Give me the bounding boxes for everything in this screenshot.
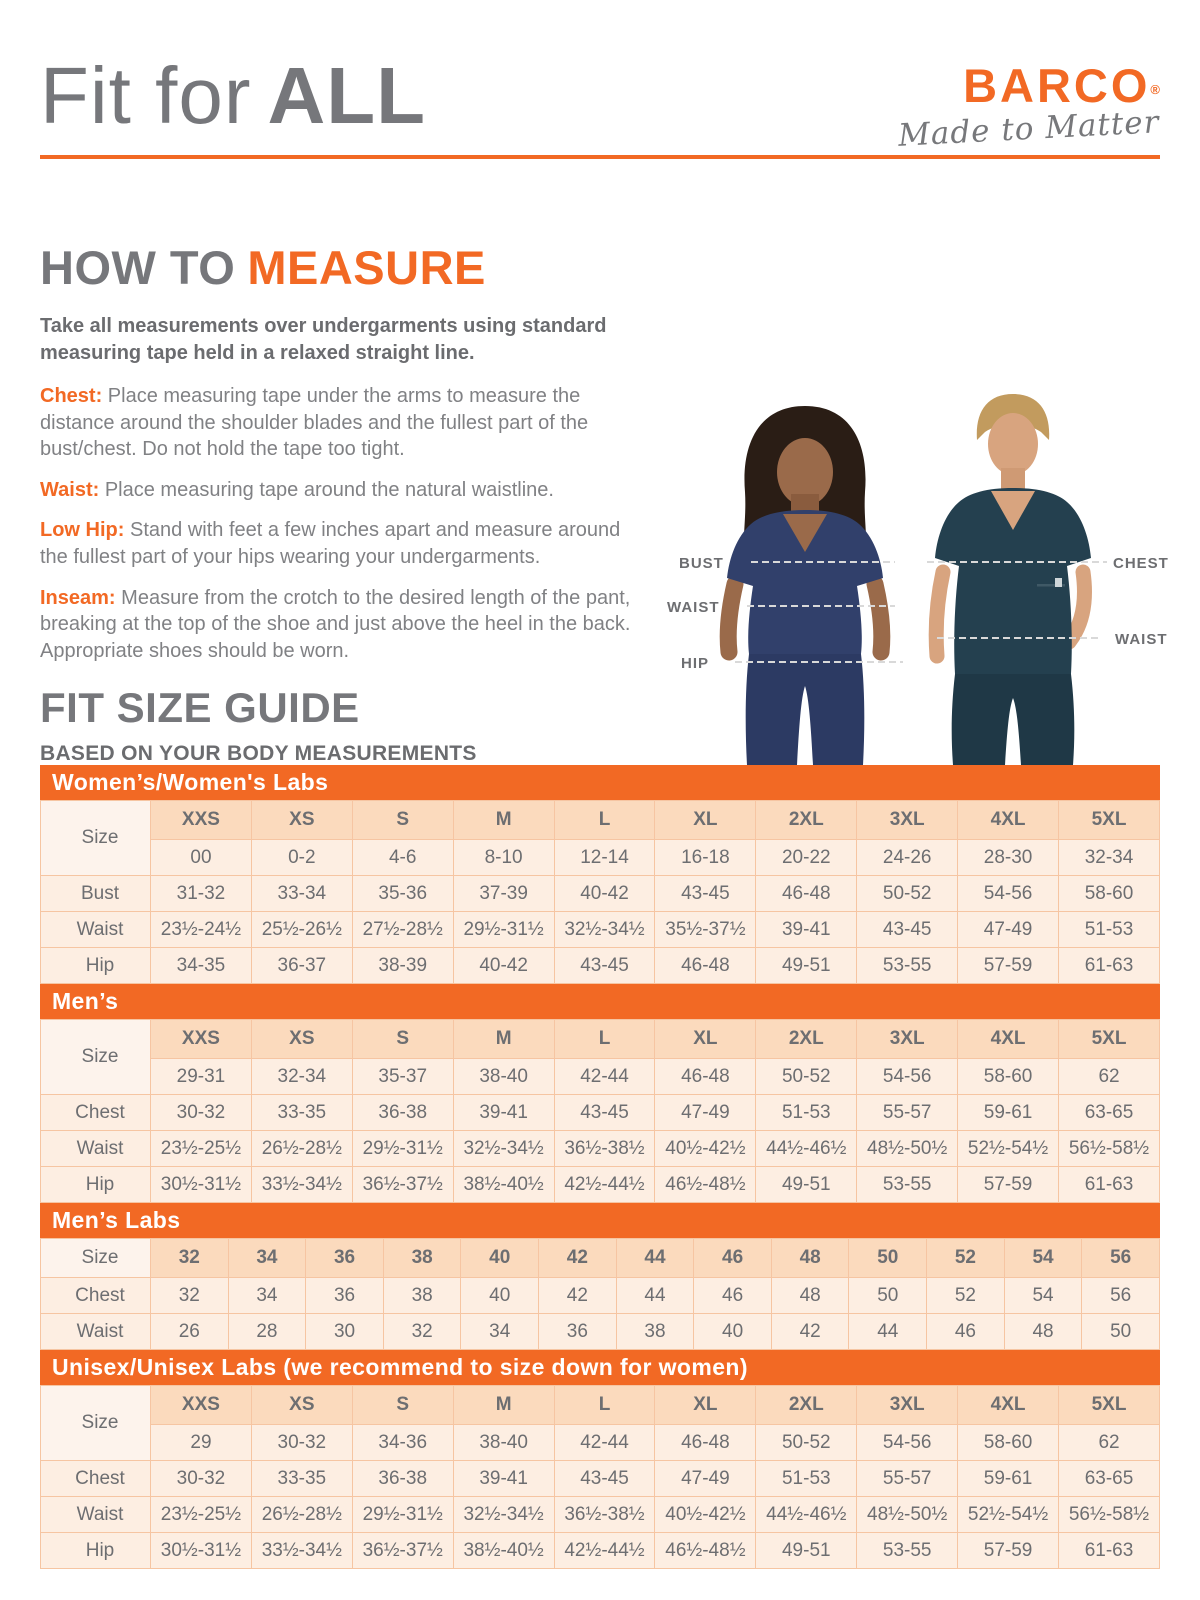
table-cell: 29½-31½ [352, 1131, 453, 1167]
table-cell: 34 [228, 1278, 306, 1314]
table-cell: 28-30 [958, 840, 1059, 876]
table-cell: 24-26 [857, 840, 958, 876]
table-cell: 46-48 [756, 876, 857, 912]
man-pocket-tag [1055, 578, 1062, 587]
table-cell: 42½-44½ [554, 1533, 655, 1569]
hip-label: HIP [681, 655, 710, 672]
table-cell: 35-36 [352, 876, 453, 912]
table-cell: 51-53 [756, 1095, 857, 1131]
brand-logo-wordmark: BARCO® [963, 59, 1160, 112]
size-column-header: 5XL [1059, 801, 1160, 840]
table-cell: 30-32 [151, 1461, 252, 1497]
size-column-header: XL [655, 1020, 756, 1059]
size-column-header: 36 [306, 1239, 384, 1278]
woman-left-arm [728, 584, 735, 652]
table-cell: 50 [1082, 1314, 1160, 1350]
table-cell: 47-49 [655, 1095, 756, 1131]
table-cell: 42-44 [554, 1425, 655, 1461]
table-cell: 36-37 [251, 948, 352, 984]
table-cell: 54-56 [857, 1425, 958, 1461]
size-table-mens-labs [40, 1203, 1160, 1350]
table-cell: 44 [616, 1278, 694, 1314]
size-row-label: Size [41, 1020, 151, 1095]
table-cell: 26½-28½ [251, 1131, 352, 1167]
measure-item-inseam [40, 585, 635, 665]
table-cell: 30½-31½ [151, 1167, 252, 1203]
size-column-header: S [352, 1386, 453, 1425]
man-scrub-pants [952, 674, 1075, 765]
table-cell: 50-52 [756, 1059, 857, 1095]
table-cell: 51-53 [1059, 912, 1160, 948]
size-column-header: 46 [694, 1239, 772, 1278]
size-column-header: 50 [849, 1239, 927, 1278]
table-cell: 34-36 [352, 1425, 453, 1461]
table-cell: 46½-48½ [655, 1167, 756, 1203]
table-cell: 40 [694, 1314, 772, 1350]
size-column-header: 44 [616, 1239, 694, 1278]
table-cell: 52½-54½ [958, 1131, 1059, 1167]
table-cell: 29 [151, 1425, 252, 1461]
table-cell: 55-57 [857, 1461, 958, 1497]
size-column-header: 5XL [1059, 1020, 1160, 1059]
fit-size-guide-subheading: BASED ON YOUR BODY MEASUREMENTS [40, 742, 477, 765]
table-cell: 33-34 [251, 876, 352, 912]
table-cell: 36 [539, 1314, 617, 1350]
table-cell: 34-35 [151, 948, 252, 984]
size-table-womens [40, 765, 1160, 984]
table-cell: 48 [771, 1278, 849, 1314]
size-column-header: 52 [927, 1239, 1005, 1278]
waist-left-label: WAIST [667, 599, 720, 616]
size-column-header: 2XL [756, 801, 857, 840]
table-cell: 57-59 [958, 1533, 1059, 1569]
table-cell: 26 [151, 1314, 229, 1350]
size-table-mens [40, 984, 1160, 1203]
table-cell: 49-51 [756, 1167, 857, 1203]
man-left-arm [936, 572, 943, 656]
row-label: Waist [41, 1131, 151, 1167]
measure-item-waist [40, 477, 635, 504]
table-cell: 61-63 [1059, 948, 1160, 984]
table-cell: 33½-34½ [251, 1167, 352, 1203]
table-band-womens: Women’s/Women's Labs [40, 765, 1160, 800]
table-cell: 30-32 [251, 1425, 352, 1461]
size-column-header: XXS [151, 1386, 252, 1425]
size-tables [40, 765, 1160, 1569]
table-cell: 33-35 [251, 1095, 352, 1131]
how-to-measure-section [40, 240, 640, 678]
row-label: Hip [41, 948, 151, 984]
table-cell: 36½-37½ [352, 1533, 453, 1569]
measure-item-text: Place measuring tape under the arms to measure the distance around the shoulder blades and the fullest part of the bust/chest. Do not hold the tape too tight. [40, 385, 589, 461]
size-column-header: 2XL [756, 1020, 857, 1059]
table-cell: 44½-46½ [756, 1497, 857, 1533]
table-cell: 61-63 [1059, 1533, 1160, 1569]
table-cell: 34 [461, 1314, 539, 1350]
brand-logo [897, 59, 1161, 154]
table-cell: 46-48 [655, 1059, 756, 1095]
table-cell: 56½-58½ [1059, 1497, 1160, 1533]
table-cell: 39-41 [453, 1461, 554, 1497]
size-column-header: 4XL [958, 1020, 1059, 1059]
measurement-models-photo [655, 388, 1200, 765]
measure-intro: Take all measurements over undergarments using standard measuring tape held in a relaxed straight line. [40, 315, 607, 364]
table-cell: 44½-46½ [756, 1131, 857, 1167]
table-cell: 30½-31½ [151, 1533, 252, 1569]
size-column-header: M [453, 801, 554, 840]
size-row-label: Size [41, 1386, 151, 1461]
size-column-header: S [352, 801, 453, 840]
table-cell: 40½-42½ [655, 1131, 756, 1167]
table-cell: 58-60 [958, 1425, 1059, 1461]
measure-item-label: Inseam: [40, 586, 116, 609]
table-cell: 54-56 [958, 876, 1059, 912]
table-cell: 32½-34½ [554, 912, 655, 948]
size-table-grid [40, 1019, 1160, 1203]
table-cell: 39-41 [756, 912, 857, 948]
measure-item-chest [40, 383, 635, 463]
table-cell: 54 [1004, 1278, 1082, 1314]
chest-label: CHEST [1113, 555, 1169, 572]
table-cell: 30 [306, 1314, 384, 1350]
row-label: Hip [41, 1533, 151, 1569]
table-cell: 61-63 [1059, 1167, 1160, 1203]
table-cell: 43-45 [554, 948, 655, 984]
measure-item-label: Low Hip: [40, 519, 125, 542]
table-cell: 53-55 [857, 948, 958, 984]
table-cell: 58-60 [1059, 876, 1160, 912]
waist-right-label: WAIST [1115, 631, 1168, 648]
table-cell: 49-51 [756, 948, 857, 984]
table-cell: 32-34 [251, 1059, 352, 1095]
row-label: Waist [41, 1497, 151, 1533]
table-cell: 36-38 [352, 1095, 453, 1131]
measure-item-text: Measure from the crotch to the desired length of the pant, breaking at the top of the shoe and just above the heel in the back. Appropriate shoes should be worn. [40, 586, 631, 662]
table-cell: 32½-34½ [453, 1131, 554, 1167]
size-column-header: 40 [461, 1239, 539, 1278]
table-cell: 42-44 [554, 1059, 655, 1095]
table-cell: 46-48 [655, 1425, 756, 1461]
table-cell: 55-57 [857, 1095, 958, 1131]
table-band-mens: Men’s [40, 984, 1160, 1019]
size-column-header: 32 [151, 1239, 229, 1278]
table-cell: 56½-58½ [1059, 1131, 1160, 1167]
table-cell: 38½-40½ [453, 1533, 554, 1569]
man-figure [935, 394, 1091, 765]
table-cell: 47-49 [958, 912, 1059, 948]
row-label: Waist [41, 912, 151, 948]
table-cell: 36-38 [352, 1461, 453, 1497]
size-column-header: XL [655, 801, 756, 840]
table-cell: 26½-28½ [251, 1497, 352, 1533]
table-cell: 43-45 [655, 876, 756, 912]
table-cell: 63-65 [1059, 1095, 1160, 1131]
page-title [40, 50, 426, 142]
table-cell: 8-10 [453, 840, 554, 876]
table-cell: 4-6 [352, 840, 453, 876]
table-cell: 50-52 [756, 1425, 857, 1461]
size-column-header: XS [251, 1020, 352, 1059]
table-cell: 27½-28½ [352, 912, 453, 948]
size-column-header: 54 [1004, 1239, 1082, 1278]
size-table-grid [40, 1238, 1160, 1350]
woman-scrub-pants [746, 654, 865, 765]
size-column-header: L [554, 1386, 655, 1425]
models-illustration [655, 388, 1200, 765]
page-title-bold: ALL [267, 51, 426, 140]
table-cell: 16-18 [655, 840, 756, 876]
table-cell: 31-32 [151, 876, 252, 912]
table-cell: 23½-25½ [151, 1131, 252, 1167]
table-cell: 59-61 [958, 1461, 1059, 1497]
size-row-label: Size [41, 801, 151, 876]
table-cell: 28 [228, 1314, 306, 1350]
measure-item-low-hip [40, 517, 635, 570]
table-cell: 39-41 [453, 1095, 554, 1131]
table-cell: 29½-31½ [453, 912, 554, 948]
table-cell: 48 [1004, 1314, 1082, 1350]
table-cell: 40½-42½ [655, 1497, 756, 1533]
woman-right-arm [875, 584, 882, 652]
table-cell: 38 [383, 1278, 461, 1314]
table-cell: 43-45 [554, 1461, 655, 1497]
header-divider [40, 155, 1160, 159]
brand-tagline: Made to Matter [897, 104, 1161, 154]
woman-figure [727, 406, 883, 765]
size-column-header: XL [655, 1386, 756, 1425]
table-cell: 38½-40½ [453, 1167, 554, 1203]
size-column-header: 5XL [1059, 1386, 1160, 1425]
size-table-grid [40, 1385, 1160, 1569]
table-cell: 38-40 [453, 1425, 554, 1461]
table-cell: 29½-31½ [352, 1497, 453, 1533]
table-cell: 54-56 [857, 1059, 958, 1095]
table-cell: 62 [1059, 1425, 1160, 1461]
table-cell: 25½-26½ [251, 912, 352, 948]
table-cell: 12-14 [554, 840, 655, 876]
table-cell: 57-59 [958, 1167, 1059, 1203]
size-column-header: 4XL [958, 801, 1059, 840]
fit-size-guide-heading: FIT SIZE GUIDE [40, 684, 360, 731]
table-cell: 37-39 [453, 876, 554, 912]
size-column-header: XS [251, 801, 352, 840]
table-cell: 51-53 [756, 1461, 857, 1497]
table-cell: 35-37 [352, 1059, 453, 1095]
table-cell: 46 [927, 1314, 1005, 1350]
table-cell: 42 [539, 1278, 617, 1314]
table-cell: 46 [694, 1278, 772, 1314]
table-cell: 46½-48½ [655, 1533, 756, 1569]
table-band-mens-labs: Men’s Labs [40, 1203, 1160, 1238]
table-cell: 32 [383, 1314, 461, 1350]
size-column-header: 2XL [756, 1386, 857, 1425]
table-cell: 48½-50½ [857, 1131, 958, 1167]
size-row-label: Size [41, 1239, 151, 1278]
bust-label: BUST [679, 555, 724, 572]
table-cell: 36½-37½ [352, 1167, 453, 1203]
table-cell: 52½-54½ [958, 1497, 1059, 1533]
row-label: Bust [41, 876, 151, 912]
size-column-header: XXS [151, 1020, 252, 1059]
size-column-header: 56 [1082, 1239, 1160, 1278]
measure-item-label: Waist: [40, 478, 100, 501]
table-cell: 62 [1059, 1059, 1160, 1095]
table-cell: 43-45 [857, 912, 958, 948]
table-cell: 59-61 [958, 1095, 1059, 1131]
heading-gray-part: HOW TO [40, 241, 236, 294]
table-cell: 23½-25½ [151, 1497, 252, 1533]
table-cell: 52 [927, 1278, 1005, 1314]
table-cell: 46-48 [655, 948, 756, 984]
row-label: Chest [41, 1095, 151, 1131]
table-cell: 53-55 [857, 1167, 958, 1203]
table-cell: 20-22 [756, 840, 857, 876]
size-table-unisex [40, 1350, 1160, 1569]
table-cell: 38-40 [453, 1059, 554, 1095]
table-cell: 50-52 [857, 876, 958, 912]
how-to-measure-heading [40, 240, 640, 295]
table-cell: 40-42 [453, 948, 554, 984]
size-column-header: L [554, 801, 655, 840]
measure-item-label: Chest: [40, 385, 103, 407]
table-cell: 43-45 [554, 1095, 655, 1131]
table-cell: 33½-34½ [251, 1533, 352, 1569]
size-column-header: 3XL [857, 1386, 958, 1425]
table-cell: 57-59 [958, 948, 1059, 984]
table-cell: 33-35 [251, 1461, 352, 1497]
fit-size-guide-section [40, 684, 477, 766]
table-cell: 32 [151, 1278, 229, 1314]
table-cell: 42 [771, 1314, 849, 1350]
table-cell: 36 [306, 1278, 384, 1314]
table-cell: 29-31 [151, 1059, 252, 1095]
man-face [988, 413, 1038, 475]
size-column-header: XS [251, 1386, 352, 1425]
size-column-header: 3XL [857, 801, 958, 840]
table-cell: 48½-50½ [857, 1497, 958, 1533]
table-band-unisex: Unisex/Unisex Labs (we recommend to size down for women) [40, 1350, 1160, 1385]
row-label: Hip [41, 1167, 151, 1203]
table-cell: 63-65 [1059, 1461, 1160, 1497]
table-cell: 50 [849, 1278, 927, 1314]
registered-mark: ® [1150, 82, 1160, 97]
size-column-header: 34 [228, 1239, 306, 1278]
size-column-header: S [352, 1020, 453, 1059]
measure-item-text: Stand with feet a few inches apart and measure around the fullest part of your hips wearing your undergarments. [40, 519, 621, 568]
table-cell: 53-55 [857, 1533, 958, 1569]
table-cell: 40 [461, 1278, 539, 1314]
size-column-header: 38 [383, 1239, 461, 1278]
table-cell: 38-39 [352, 948, 453, 984]
size-table-grid [40, 800, 1160, 984]
size-column-header: 48 [771, 1239, 849, 1278]
table-cell: 49-51 [756, 1533, 857, 1569]
table-cell: 35½-37½ [655, 912, 756, 948]
size-column-header: 42 [539, 1239, 617, 1278]
size-column-header: XXS [151, 801, 252, 840]
page-title-regular: Fit for [40, 51, 252, 140]
table-cell: 44 [849, 1314, 927, 1350]
table-cell: 42½-44½ [554, 1167, 655, 1203]
size-column-header: L [554, 1020, 655, 1059]
table-cell: 0-2 [251, 840, 352, 876]
table-cell: 36½-38½ [554, 1131, 655, 1167]
row-label: Chest [41, 1461, 151, 1497]
table-cell: 40-42 [554, 876, 655, 912]
table-cell: 38 [616, 1314, 694, 1350]
table-cell: 47-49 [655, 1461, 756, 1497]
table-cell: 23½-24½ [151, 912, 252, 948]
size-column-header: M [453, 1020, 554, 1059]
size-column-header: 4XL [958, 1386, 1059, 1425]
table-cell: 30-32 [151, 1095, 252, 1131]
table-cell: 32-34 [1059, 840, 1160, 876]
heading-orange-part: MEASURE [247, 241, 486, 294]
row-label: Chest [41, 1278, 151, 1314]
table-cell: 00 [151, 840, 252, 876]
table-cell: 36½-38½ [554, 1497, 655, 1533]
measure-item-text: Place measuring tape around the natural waistline. [104, 478, 554, 501]
row-label: Waist [41, 1314, 151, 1350]
size-column-header: 3XL [857, 1020, 958, 1059]
table-cell: 32½-34½ [453, 1497, 554, 1533]
table-cell: 56 [1082, 1278, 1160, 1314]
table-cell: 58-60 [958, 1059, 1059, 1095]
size-column-header: M [453, 1386, 554, 1425]
